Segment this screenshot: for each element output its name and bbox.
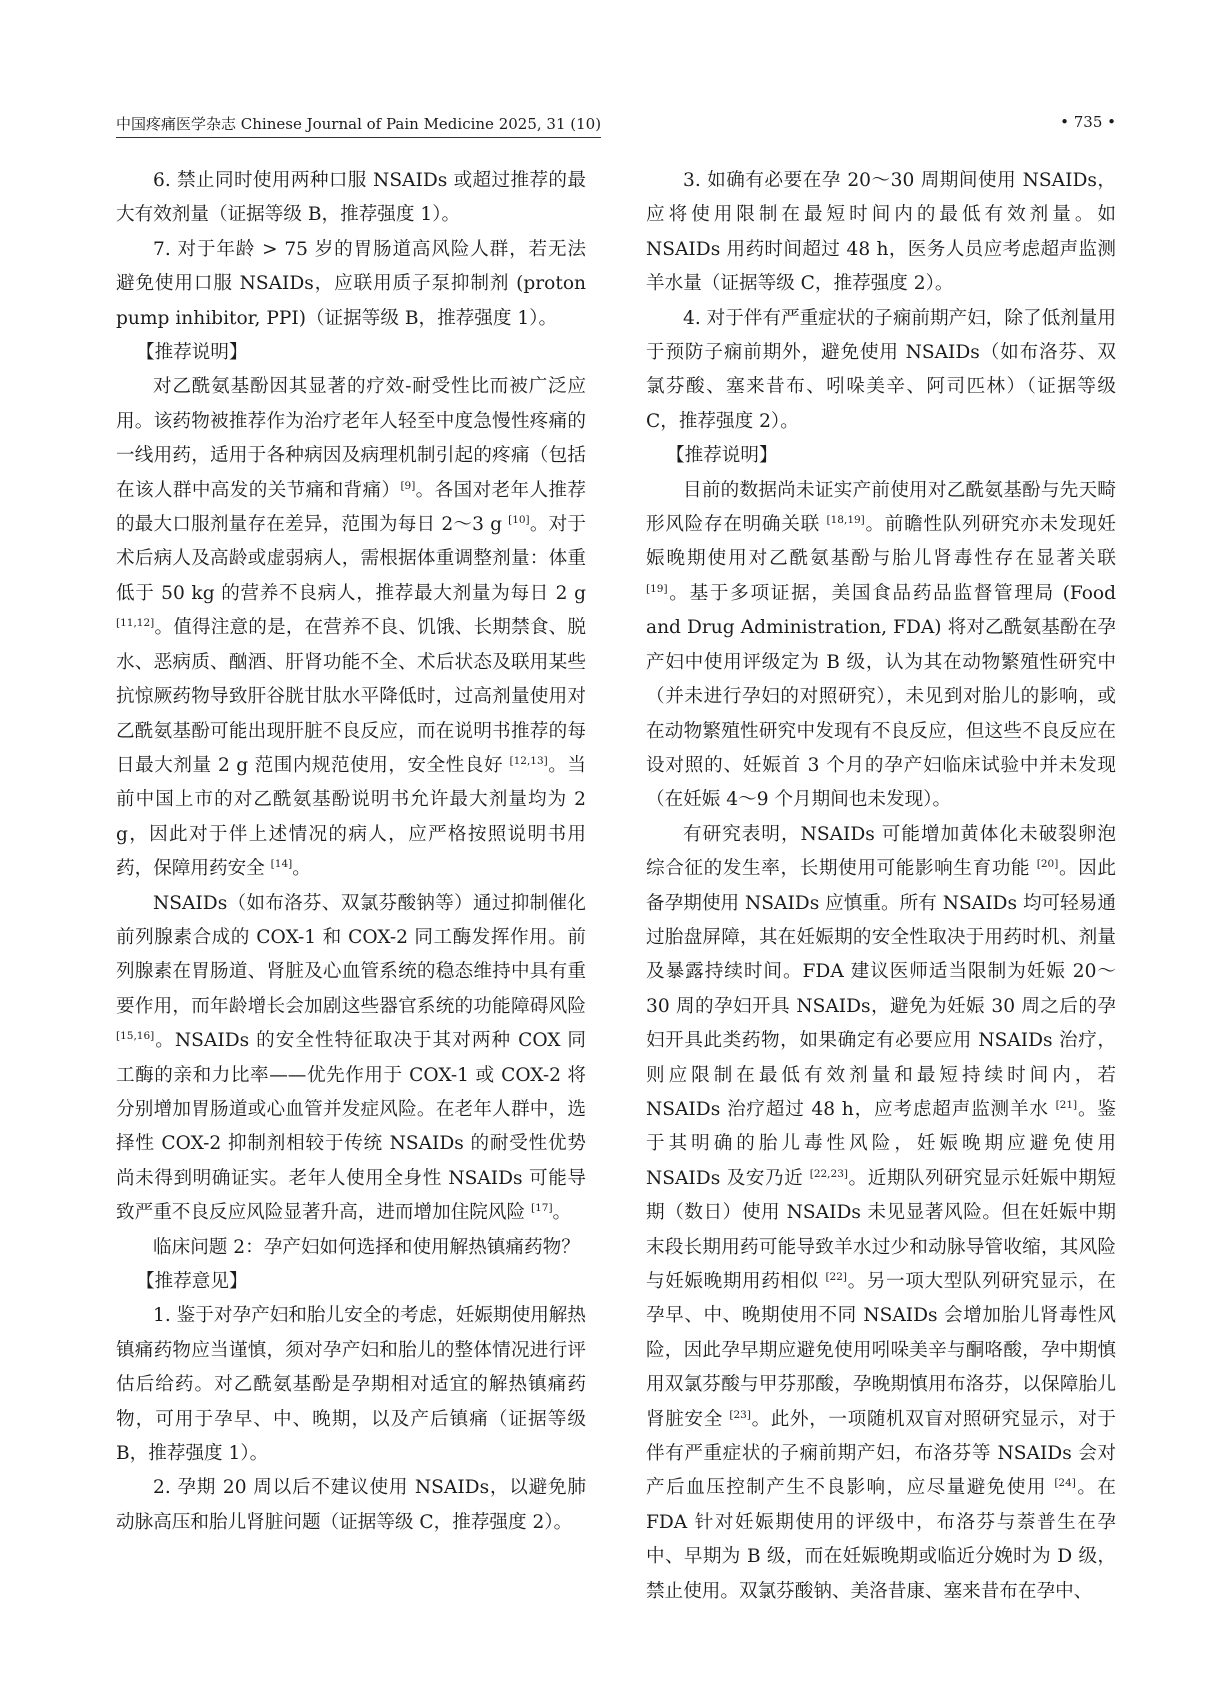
citation: [23]	[729, 1408, 751, 1421]
paragraph-acetaminophen-pregnancy: 目前的数据尚未证实产前使用对乙酰氨基酚与先天畸形风险存在明确关联 [18,19]。前瞻性队列研究亦未发现妊娠晚期使用对乙酰氨基酚与胎儿肾毒性存在显著关联 [19]。基于多项证据，美国食品药品监督管理局 (Food and Drug Administration, FDA) 将对乙酰氨基酚在孕产妇中使用评级定为 B 级，认为其在动物繁殖性研究中（并未进行孕妇的对照研究），未见到对胎儿的影响，或在动物繁殖性研究中发现有不良反应，但这些不良反应在设对照的、妊娠首 3 个月的孕产妇临床试验中并未发现（在妊娠 4～9 个月期间也未发现）。	[646, 479, 1116, 811]
pregnancy-recommendation-4: 4. 对于伴有严重症状的子痫前期产妇，除了低剂量用于预防子痫前期外，避免使用 NSAIDs（如布洛芬、双氯芬酸、塞来昔布、吲哚美辛、阿司匹林）（证据等级 C，推荐强度 2）。	[646, 307, 1116, 432]
pregnancy-recommendation-2: 2. 孕期 20 周以后不建议使用 NSAIDs，以避免肺动脉高压和胎儿肾脏问题（证据等级 C，推荐强度 2）。	[116, 1477, 586, 1533]
running-header	[116, 113, 1116, 139]
recommendation-6: 6. 禁止同时使用两种口服 NSAIDs 或超过推荐的最大有效剂量（证据等级 B，推荐强度 1）。	[116, 170, 586, 226]
journal-title: 中国疼痛医学杂志 Chinese Journal of Pain Medicine 2025, 31 (10)	[116, 113, 601, 138]
citation: [18,19]	[826, 514, 865, 527]
right-column	[646, 164, 1116, 1609]
citation: [22]	[825, 1271, 848, 1283]
citation: [24]	[1054, 1477, 1076, 1490]
citation: [9]	[400, 479, 416, 492]
citation: [19]	[646, 582, 668, 595]
citation: [12,13]	[509, 754, 548, 767]
citation: [10]	[508, 514, 530, 527]
recommendation-7: 7. 对于年龄 > 75 岁的胃肠道高风险人群，若无法避免使用口服 NSAIDs，应联用质子泵抑制剂 (proton pump inhibitor, PPI)（证据等级 B，推荐强度 1）。	[116, 238, 586, 329]
paragraph-acetaminophen: 对乙酰氨基酚因其显著的疗效-耐受性比而被广泛应用。该药物被推荐作为治疗老年人轻至中度急慢性疼痛的一线用药，适用于各种病因及病理机制引起的疼痛（包括在该人群中高发的关节痛和背痛）[9]。各国对老年人推荐的最大口服剂量存在差异，范围为每日 2～3 g [10]。对于术后病人及高龄或虚弱病人，需根据体重调整剂量：体重低于 50 kg 的营养不良病人，推荐最大剂量为每日 2 g [11,12]。值得注意的是，在营养不良、饥饿、长期禁食、脱水、恶病质、酗酒、肝肾功能不全、术后状态及联用某些抗惊厥药物导致肝谷胱甘肽水平降低时，过高剂量使用对乙酰氨基酚可能出现肝脏不良反应，而在说明书推荐的每日最大剂量 2 g 范围内规范使用，安全性良好 [12,13]。当前中国上市的对乙酰氨基酚说明书允许最大剂量均为 2 g，因此对于伴上述情况的病人，应严格按照说明书用药，保障用药安全 [14]。	[116, 376, 586, 880]
citation: [20]	[1036, 858, 1059, 871]
paragraph-nsaids: NSAIDs（如布洛芬、双氯芬酸钠等）通过抑制催化前列腺素合成的 COX-1 和 COX-2 同工酶发挥作用。前列腺素在胃肠道、肾脏及心血管系统的稳态维持中具有重要作用，而年龄增长会加剧这些器官系统的功能障碍风险 [15,16]。NSAIDs 的安全性特征取决于其对两种 COX 同工酶的亲和力比率——优先作用于 COX-1 或 COX-2 将分别增加胃肠道或心血管并发症风险。在老年人群中，选择性 COX-2 抑制剂相较于传统 NSAIDs 的耐受性优势尚未得到明确证实。老年人使用全身性 NSAIDs 可能导致严重不良反应风险显著升高，进而增加住院风险 [17]。	[116, 892, 586, 1224]
page-number: • 735 •	[1060, 113, 1116, 131]
pregnancy-recommendation-1: 1. 鉴于对孕产妇和胎儿安全的考虑，妊娠期使用解热镇痛药物应当谨慎，须对孕产妇和胎儿的整体情况进行评估后给药。对乙酰氨基酚是孕期相对适宜的解热镇痛药物，可用于孕早、中、晚期，以及产后镇痛（证据等级 B，推荐强度 1）。	[116, 1305, 586, 1465]
pregnancy-recommendation-3: 3. 如确有必要在孕 20～30 周期间使用 NSAIDs，应将使用限制在最短时间内的最低有效剂量。如 NSAIDs 用药时间超过 48 h，医务人员应考虑超声监测羊水量（证据等级 C，推荐强度 2）。	[646, 170, 1116, 295]
section-heading-recommendation: 【推荐意见】	[136, 1271, 248, 1292]
section-heading-explanation: 【推荐说明】	[666, 445, 778, 467]
citation: [17]	[530, 1202, 553, 1215]
citation: [11,12]	[116, 617, 155, 630]
section-heading-explanation: 【推荐说明】	[136, 342, 248, 364]
paragraph-nsaids-pregnancy: 有研究表明，NSAIDs 可能增加黄体化未破裂卵泡综合征的发生率，长期使用可能影响生育功能 [20]。因此备孕期使用 NSAIDs 应慎重。所有 NSAIDs 均可轻易通过胎盘屏障，其在妊娠期的安全性取决于用药时机、剂量及暴露持续时间。FDA 建议医师适当限制为妊娠 20～30 周的孕妇开具 NSAIDs，避免为妊娠 30 周之后的孕妇开具此类药物，如果确定有必要应用 NSAIDs 治疗，则应限制在最低有效剂量和最短持续时间内，若 NSAIDs 治疗超过 48 h，应考虑超声监测羊水 [21]。鉴于其明确的胎儿毒性风险，妊娠晚期应避免使用 NSAIDs 及安乃近 [22,23]。近期队列研究显示妊娠中期短期（数日）使用 NSAIDs 未见显著风险。但在妊娠中期末段长期用药可能导致羊水过少和动脉导管收缩，其风险与妊娠晚期用药相似 [22]。另一项大型队列研究显示，在孕早、中、晚期使用不同 NSAIDs 会增加胎儿肾毒性风险，因此孕早期应避免使用吲哚美辛与酮咯酸，孕中期慎用双氯芬酸与甲芬那酸，孕晚期慎用布洛芬，以保障胎儿肾脏安全 [23]。此外，一项随机双盲对照研究显示，对于伴有严重症状的子痫前期产妇，布洛芬等 NSAIDs 会对产后血压控制产生不良影响，应尽量避免使用 [24]。在 FDA 针对妊娠期使用的评级中，布洛芬与萘普生在孕中、早期为 B 级，而在妊娠晚期或临近分娩时为 D 级，禁止使用。双氯芬酸钠、美洛昔康、塞来昔布在孕中、	[646, 823, 1116, 1602]
left-column	[116, 164, 586, 1540]
citation: [21]	[1055, 1098, 1078, 1111]
citation: [15,16]	[116, 1030, 155, 1043]
clinical-question-2: 临床问题 2：孕产妇如何选择和使用解热镇痛药物？	[153, 1236, 580, 1258]
citation: [22,23]	[809, 1167, 848, 1180]
citation: [14]	[270, 858, 293, 871]
